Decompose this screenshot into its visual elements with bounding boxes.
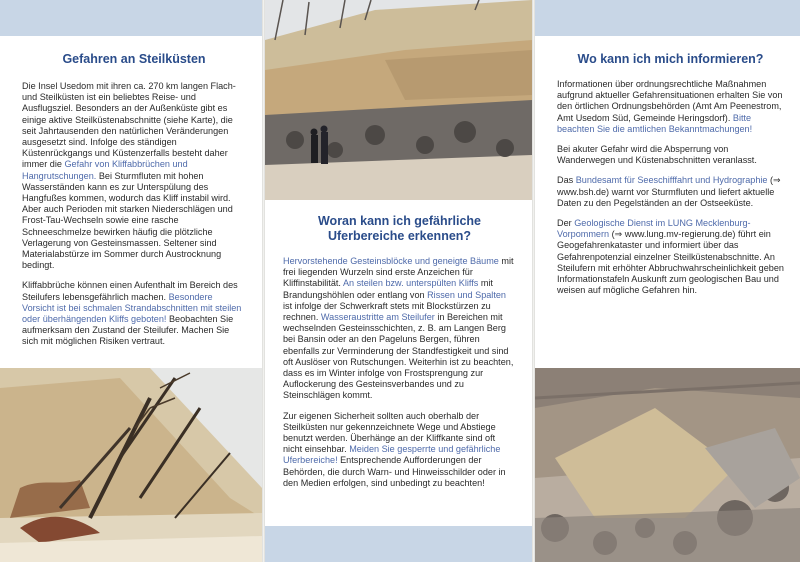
highlighted-text: Wasseraustritte am Steilufer [320,312,435,323]
highlighted-text: Bitte beachten Sie die amtlichen Bekanntmachungen! [557,112,753,134]
middle-text [283,214,516,498]
body-text: Kliffabbrüche können einen Aufenthalt im Bereich des Steilufers lebensgefährlich machen. [22,280,238,302]
right-paragraph-3 [557,175,784,209]
left-paragraph-1 [22,81,246,271]
left-text [22,52,246,357]
body-text: Informationen über ordnungsrechtliche Maßnahmen aufgrund aktueller Gefahrensituationen erhalten Sie von den örtlichen Ordnungsbehörden (Amt Am Peenestrom, Amt Usedom Süd, Gemeinde Heringsdorf). [557,79,783,123]
body-text: Beobachten Sie aufmerksam den Zustand der Steilufer. Machen Sie sich mit möglichen Risiken vertraut. [22,314,234,347]
body-text: ist infolge der Schwerkraft stets mit Blockstürzen zu rechnen. [283,300,491,323]
left-panel [0,0,262,562]
middle-paragraph-1 [283,256,516,402]
bottom-color-band [265,526,532,562]
body-text: in Bereichen mit wechselnden Gesteinsschichten, z. B. am Langen Berg bei Bansin oder an den Pageluns Bergen, führen ebenfalls zur Verminderung der Standfestigkeit und sind oft Auslöser von Rutschungen. Weiterhin ist zu beachten, dass es im Winter infolge von Frostsprengung zur Auflockerung des Gesteinsverbandes und zu Steinschlägen kommt. [283,312,514,401]
right-text [557,52,784,305]
highlighted-text: Bundesamt für Seeschifffahrt und Hydrographie [575,175,768,186]
highlighted-text: Hervorstehende Gesteinsblöcke und geneigte Bäume [283,256,499,266]
highlighted-text: Gefahr von Kliffabbrüchen und Hangrutschungen. [22,159,188,181]
right-paragraph-2 [557,144,784,166]
body-text: Bei akuter Gefahr wird die Absperrung von Wanderwegen und Küstenabschnitten veranlasst. [557,144,757,166]
body-text: (⇒ www.bsh.de) warnt vor Sturmfluten und liefert aktuelle Daten zu den Pegelständen an der Ostseeküste. [557,175,781,208]
middle-paragraph-2 [283,411,516,489]
highlighted-text: An steilen bzw. unterspülten Kliffs [342,278,479,289]
right-paragraph-4 [557,218,784,296]
top-color-band [0,0,262,36]
body-text: Das [557,175,576,186]
body-text: Der [557,218,575,229]
right-panel [535,0,800,562]
photo-cliff-hikers [265,0,532,200]
top-color-band [535,0,800,36]
heading-recognize: Woran kann ich gefährliche Uferbereiche erkennen? [317,214,481,243]
body-text: Zur eigenen Sicherheit sollten auch oberhalb der Steilküsten nur gekennzeichnete Wege und Abstiege benutzt werden. Überhänge an der Kliffkante sind oft nicht einsehbar. [283,410,496,455]
left-paragraph-2 [22,280,246,347]
right-paragraph-1 [557,79,784,135]
middle-panel [265,0,532,562]
body-text: Bei Sturmfluten mit hohen Wasserständen kann es zur Unterspülung des Hangfußes kommen, wodurch das Kliff instabil wird. Aber auch Perioden mit starken Niederschlägen und Frost-Tau-Wechseln sowie eine rasche Schneeschmelze bewirken häufig die plötzliche Verlagerung von Gesteinsmassen. Seltener sind Materialabstürze im Sommer durch Austrocknung bedingt. [22,170,233,271]
body-text: (⇒ www.lung.mv-regierung.de) führt ein Geogefahrenkataster und informiert über das Gefahrenpotenzial einzelner Steilküstenabschnitte. An Steilufern mit erhöhter Abbruchwahrscheinlichkeit geben Informationstafeln Auskunft zum geologischen Bau und weisen auf mögliche Gefahren hin. [557,229,784,296]
highlighted-text: Geologische Dienst im LUNG Mecklenburg-Vorpommern [557,218,751,240]
body-text: mit frei liegenden Wurzeln sind erste Anzeichen für Kliffinstabilität. [283,256,514,289]
highlighted-text: Rissen und Spalten [427,289,506,300]
photo-landslide-rocks [535,368,800,562]
body-text: Entsprechende Aufforderungen der Behörden, die durch Warn- und Hinweisschilder oder in den Medien erfolgen, sind unbedingt zu beachten! [283,455,506,488]
body-text: Die Insel Usedom mit ihren ca. 270 km langen Flach- und Steilküsten ist ein beliebtes Reise- und Ausflugsziel. Besonders an der Außenküste gibt es einige aktive Steilküstenabschnitte (siehe Karte), die seit Jahrtausenden den natürlichen Veränderungen ausgesetzt sind. Infolge des ständigen Küstenrückgangs und Küstenzerfalls besteht daher immer die [22,81,236,170]
highlighted-text: Besondere Vorsicht ist bei schmalen Strandabschnitten mit steilen oder überhängenden Kliffs geboten! [22,291,242,325]
highlighted-text: Meiden Sie gesperrte und gefährliche Uferbereiche! [283,444,501,466]
body-text: mit Brandungshöhlen oder entlang von [283,278,493,300]
photo-fallen-trees [0,368,262,562]
heading-dangers: Gefahren an Steilküsten [62,52,206,66]
heading-information: Wo kann ich mich informieren? [577,52,764,66]
